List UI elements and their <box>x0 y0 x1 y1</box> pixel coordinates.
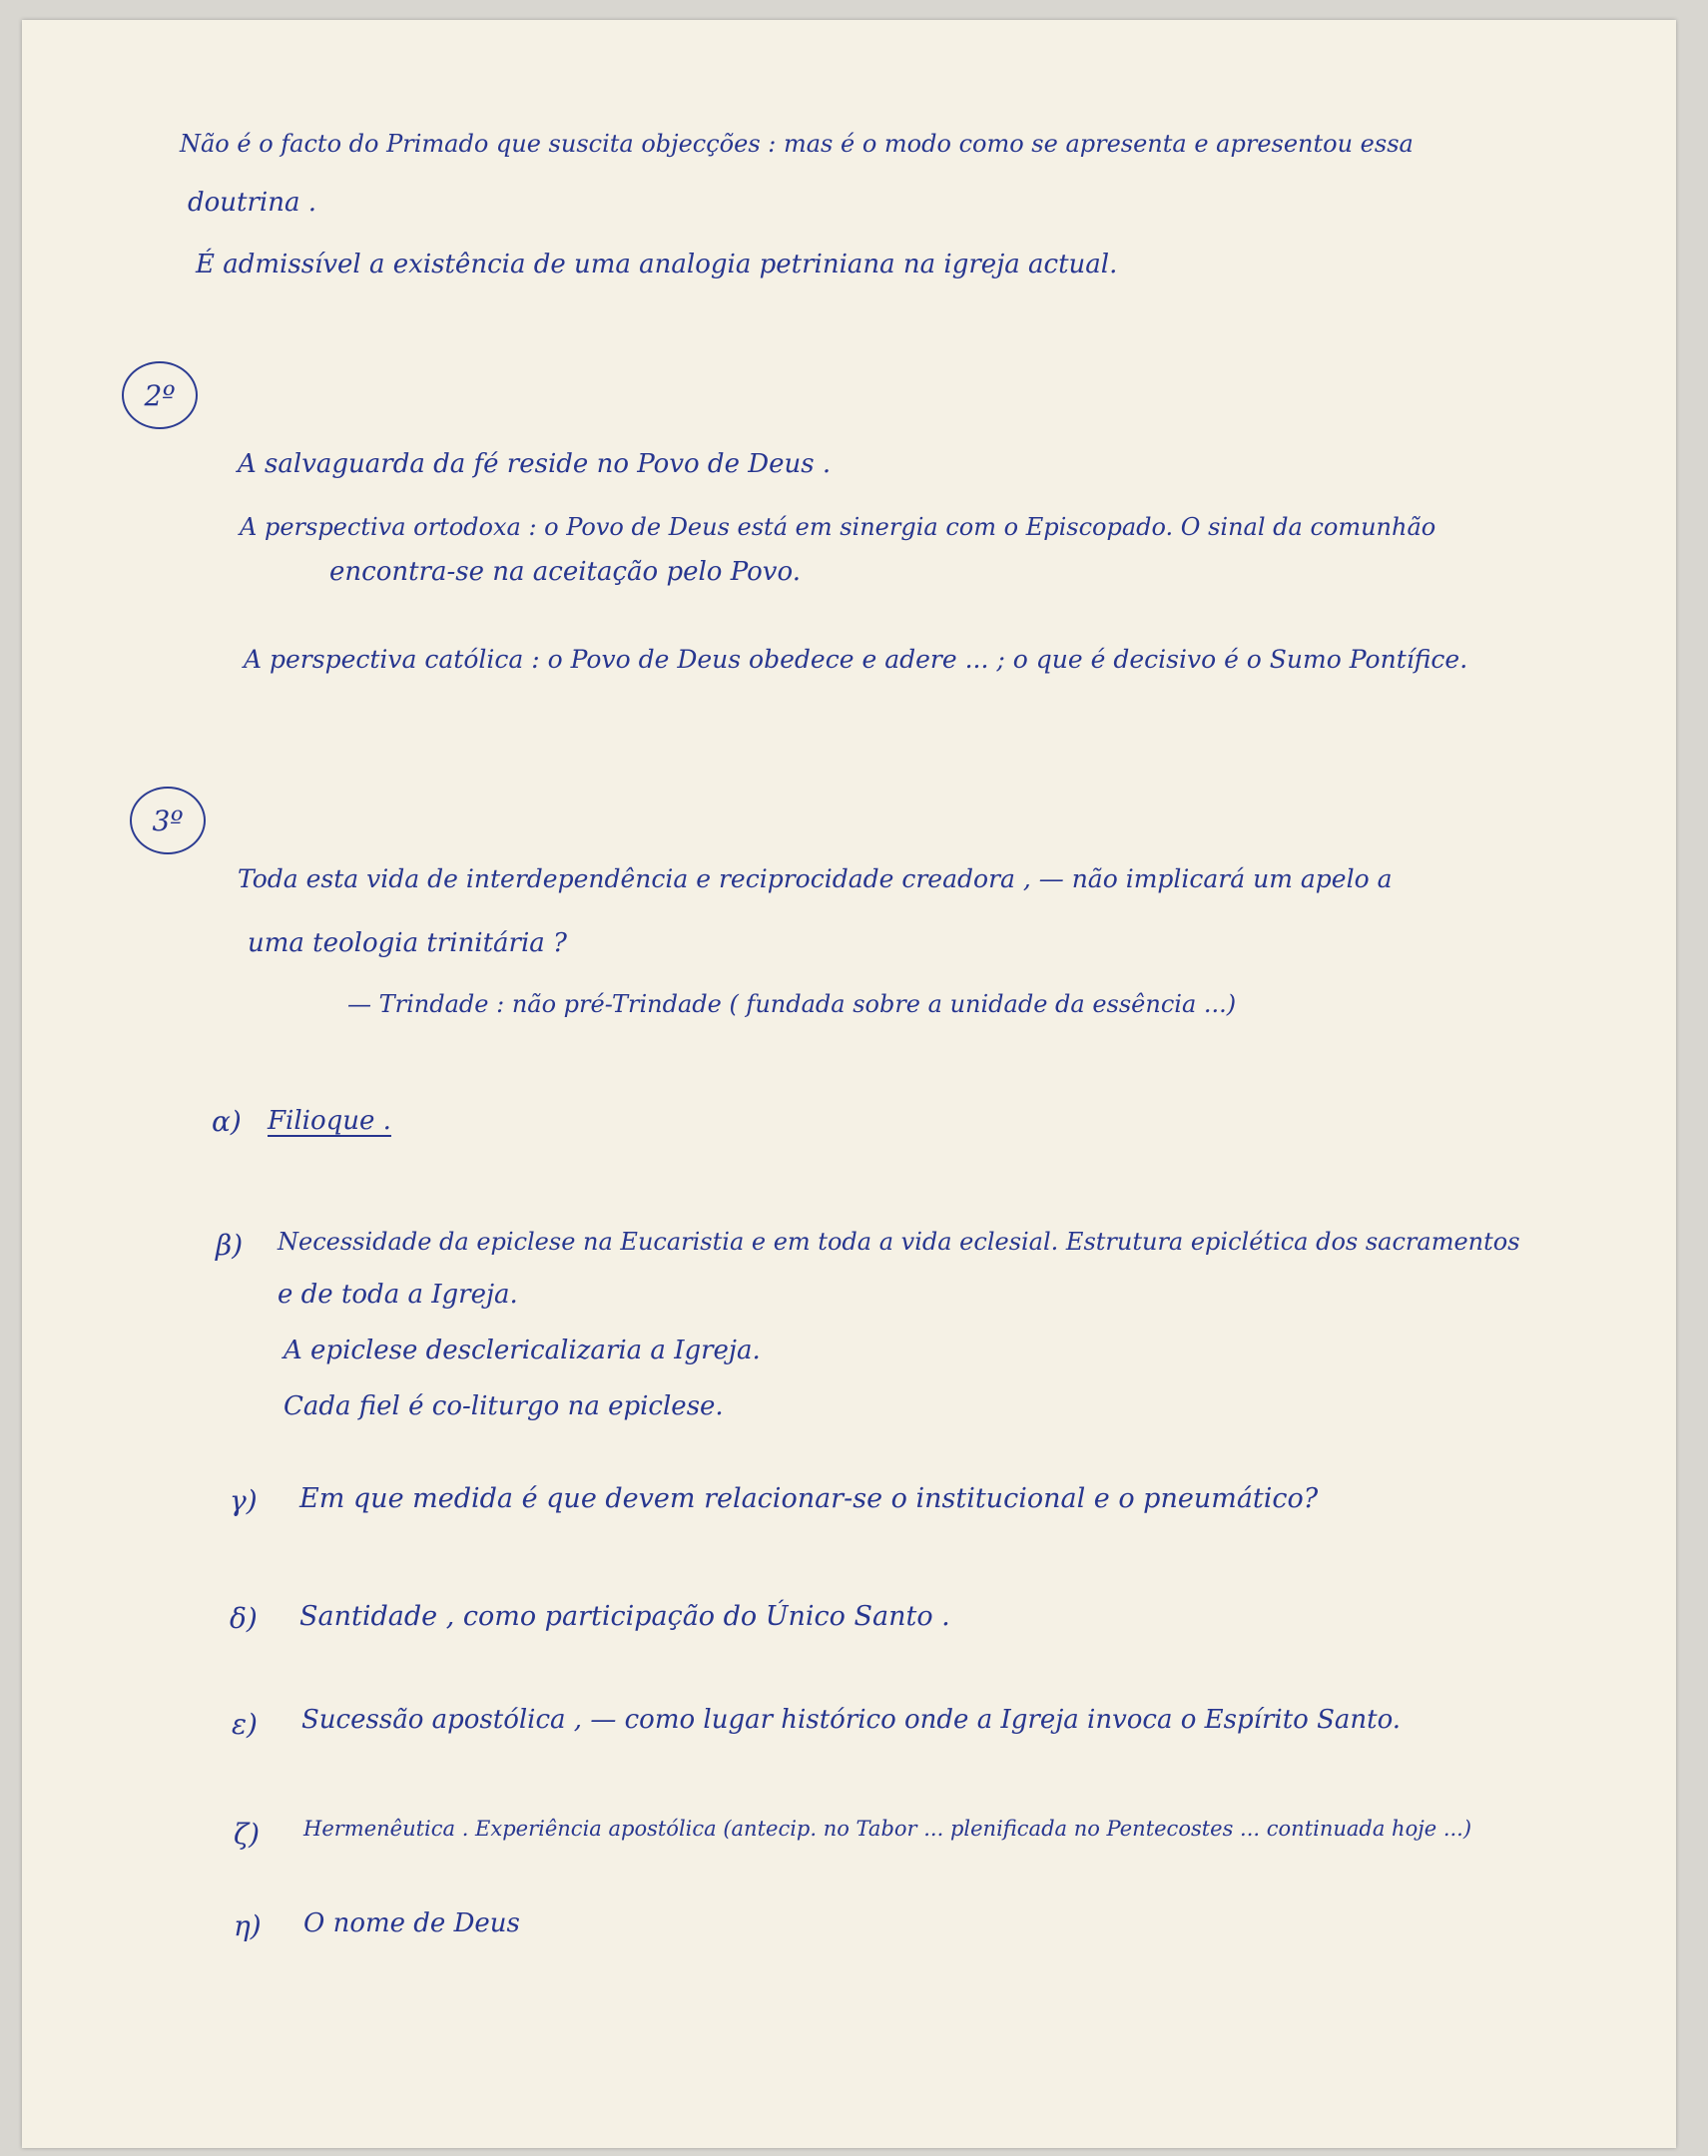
item-marker-gamma: γ) <box>230 1484 258 1517</box>
handwritten-line-9: uma teologia trinitária ? <box>248 928 567 958</box>
handwritten-line-18: Sucessão apostólica , — como lugar histórico onde a Igreja invoca o Espírito Santo. <box>301 1705 1402 1735</box>
section-2-circled-number: 2º <box>122 361 198 429</box>
manuscript-page <box>22 20 1676 2148</box>
section-3-circled-number: 3º <box>130 787 206 854</box>
handwritten-line-1: Não é o facto do Primado que suscita objecções : mas é o modo como se apresenta e apresentou essa <box>180 130 1414 158</box>
handwritten-line-12: Necessidade da epiclese na Eucaristia e em toda a vida eclesial. Estrutura epiclética dos sacramentos <box>278 1228 1520 1256</box>
handwritten-line-5: A perspectiva ortodoxa : o Povo de Deus está em sinergia com o Episcopado. O sinal da comunhão <box>240 513 1436 541</box>
handwritten-line-2: doutrina . <box>188 188 317 218</box>
item-marker-beta: β) <box>216 1229 244 1262</box>
handwritten-line-3: É admissível a existência de uma analogia petriniana na igreja actual. <box>196 250 1118 279</box>
handwritten-line-13: e de toda a Igreja. <box>278 1280 518 1310</box>
item-marker-eta: η) <box>234 1909 262 1942</box>
handwritten-line-6: encontra-se na aceitação pelo Povo. <box>329 557 801 587</box>
handwritten-line-7: A perspectiva católica : o Povo de Deus obedece e adere ... ; o que é decisivo é o Sumo Pontífice. <box>244 645 1468 674</box>
item-marker-alpha: α) <box>212 1105 242 1138</box>
handwritten-line-8: Toda esta vida de interdependência e reciprocidade creadora , — não implicará um apelo a <box>238 864 1393 893</box>
handwritten-line-20: O nome de Deus <box>303 1908 520 1938</box>
handwritten-line-11: Filioque . <box>268 1106 391 1136</box>
handwritten-line-15: Cada fiel é co-liturgo na epiclese. <box>284 1391 724 1421</box>
item-marker-delta: δ) <box>230 1602 258 1635</box>
item-marker-zeta: ζ) <box>234 1818 261 1851</box>
item-marker-epsilon: ε) <box>232 1708 258 1741</box>
handwritten-line-17: Santidade , como participação do Único Santo . <box>299 1601 950 1632</box>
handwritten-line-10: — Trindade : não pré-Trindade ( fundada sobre a unidade da essência ...) <box>347 990 1237 1018</box>
handwritten-line-14: A epiclese desclericalizaria a Igreja. <box>284 1336 761 1365</box>
handwritten-line-4: A salvaguarda da fé reside no Povo de Deus . <box>238 449 832 479</box>
handwritten-line-16: Em que medida é que devem relacionar-se o institucional e o pneumático? <box>299 1483 1319 1514</box>
handwritten-line-19: Hermenêutica . Experiência apostólica (antecip. no Tabor ... plenificada no Pentecostes ... continuada hoje ...) <box>303 1817 1472 1841</box>
